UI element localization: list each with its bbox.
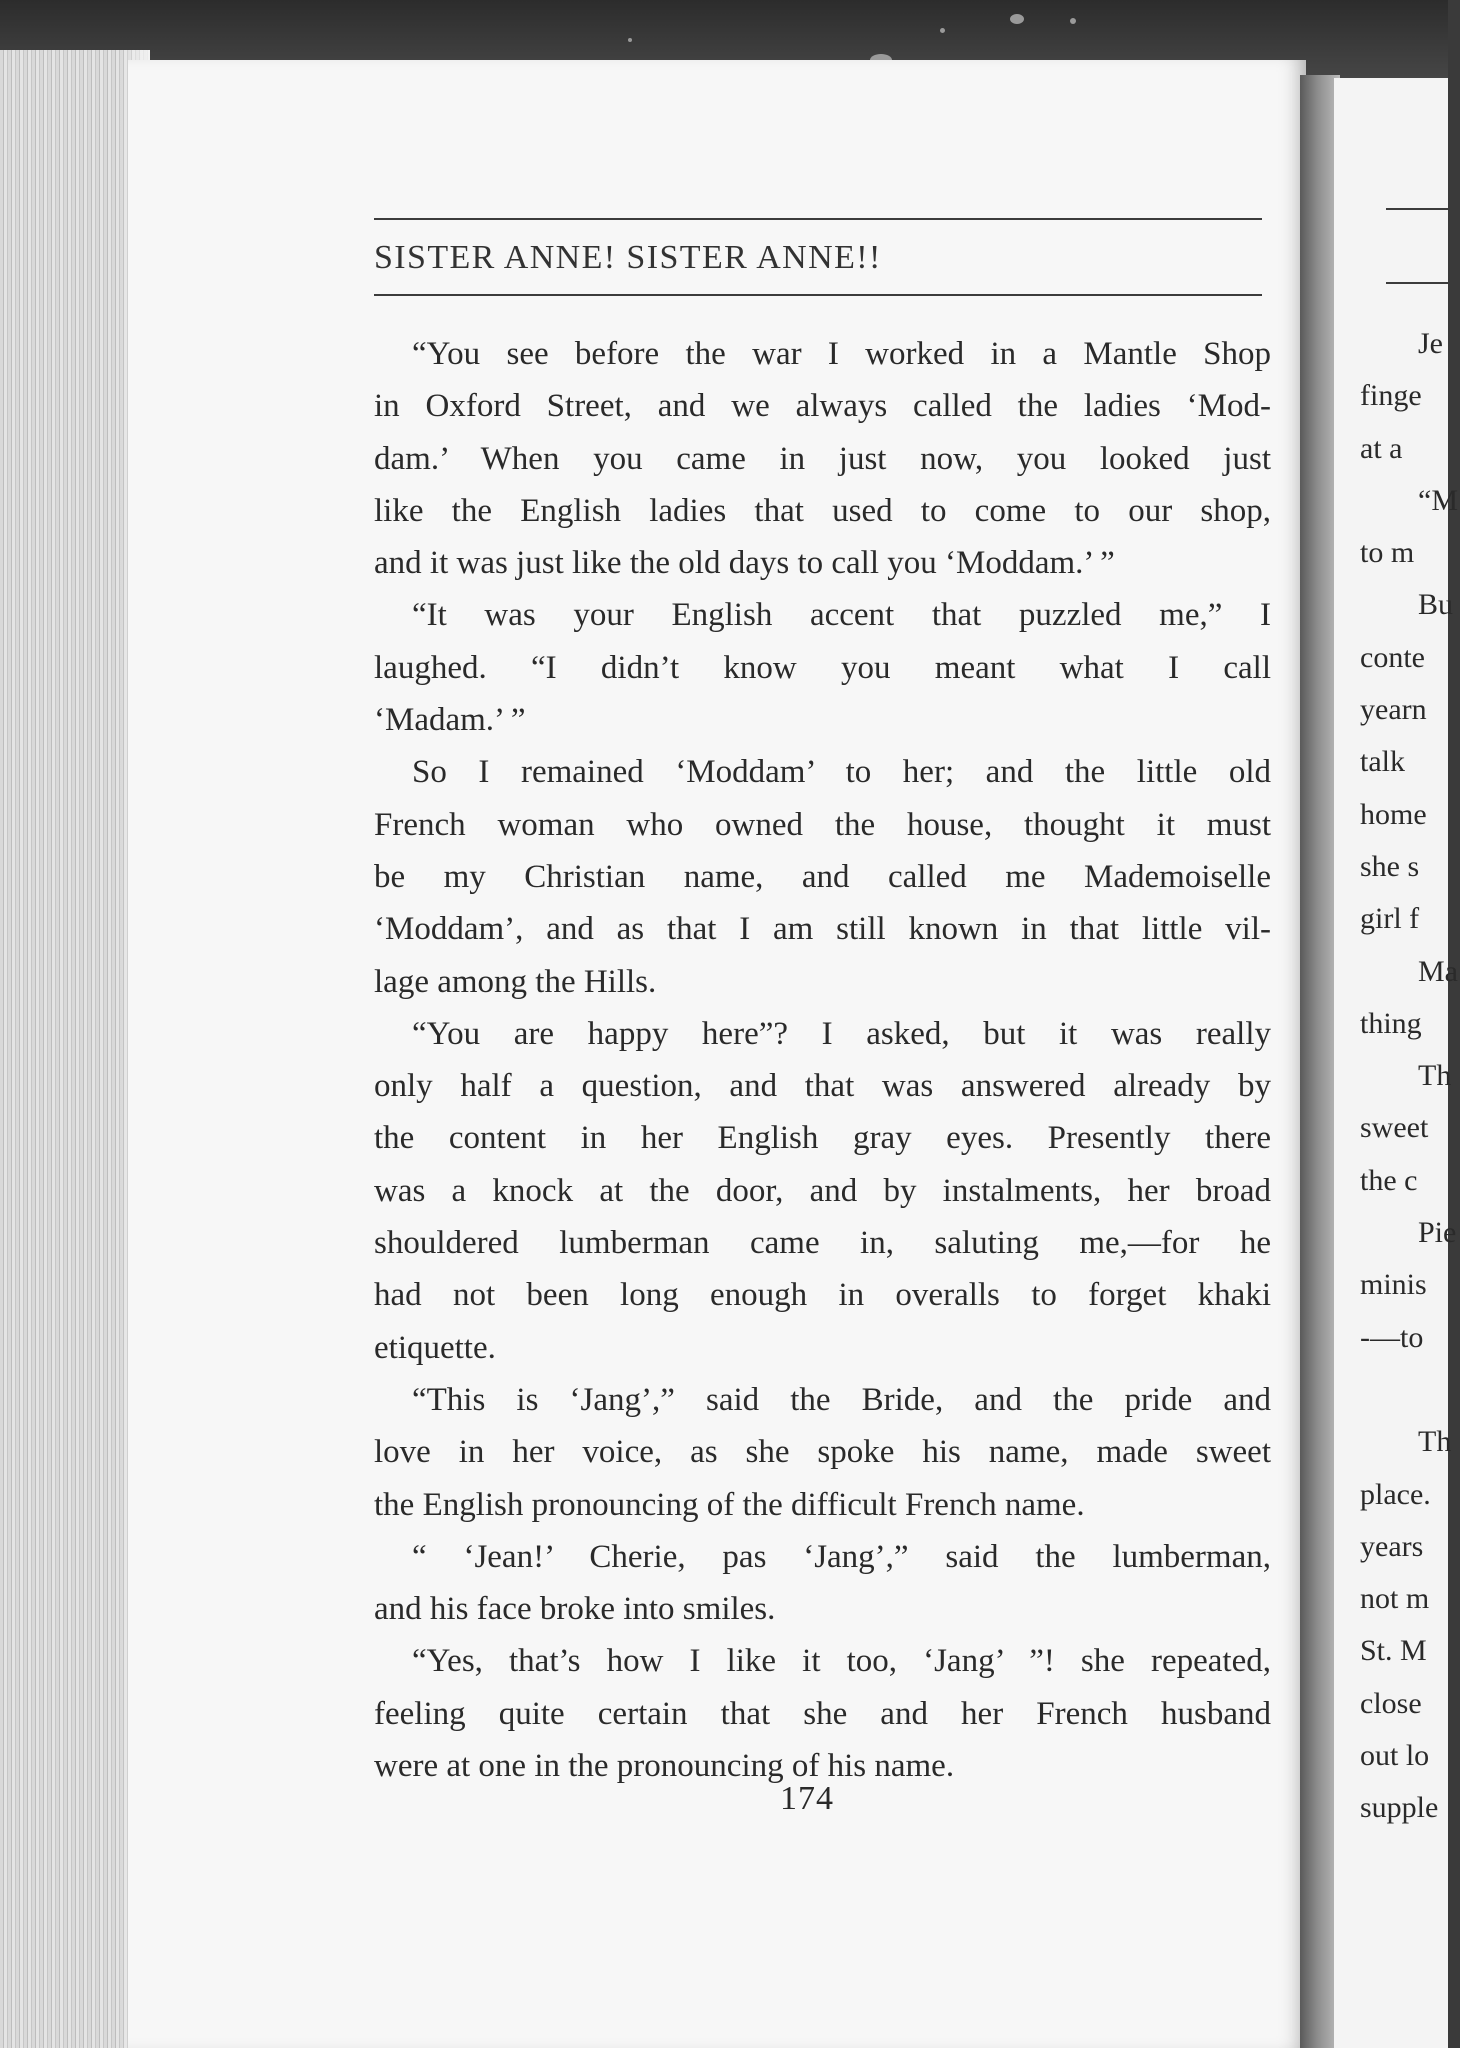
facing-header-rule-top <box>1386 208 1448 210</box>
page-number: 174 <box>780 1780 834 1817</box>
facing-text-fragment: conte <box>1360 640 1425 674</box>
facing-text-fragment: St. M <box>1360 1634 1427 1668</box>
facing-text-fragment: “M <box>1418 483 1458 517</box>
facing-text-fragment: minis <box>1360 1268 1427 1302</box>
facing-text-fragment: years <box>1360 1529 1424 1563</box>
text-line: So I remained ‘Moddam’ to her; and the little old <box>412 754 1271 791</box>
text-line: were at one in the pronouncing of his name. <box>374 1748 955 1785</box>
facing-header-rule-bottom <box>1386 282 1448 284</box>
text-line: French woman who owned the house, thought it must <box>374 806 1271 843</box>
paragraph <box>374 589 1271 746</box>
facing-text-fragment: Bu <box>1418 588 1454 622</box>
dust-speck <box>628 38 632 42</box>
dust-speck <box>940 28 945 33</box>
text-line: “It was your English accent that puzzled me,” I <box>412 597 1271 634</box>
header-rule-top <box>374 218 1262 220</box>
facing-text-fragment: Th <box>1418 1059 1452 1093</box>
body-text <box>374 328 1271 1792</box>
facing-text-fragment: thing <box>1360 1006 1422 1040</box>
facing-text-fragment: to m <box>1360 536 1415 570</box>
facing-text-fragment: finge <box>1360 379 1422 413</box>
text-line: in Oxford Street, and we always called the ladies ‘Mod- <box>374 388 1271 425</box>
running-head: SISTER ANNE! SISTER ANNE!! <box>374 239 882 276</box>
text-line: like the English ladies that used to come to our shop, <box>374 492 1271 529</box>
paragraph <box>374 746 1271 1007</box>
facing-text-fragment: Je <box>1418 327 1443 360</box>
text-line: was a knock at the door, and by instalments, her broad <box>374 1172 1271 1209</box>
facing-text-fragment: the c <box>1360 1163 1418 1197</box>
facing-text-fragment: Th <box>1418 1425 1452 1459</box>
text-line: and it was just like the old days to call you ‘Moddam.’ ” <box>374 545 1115 582</box>
facing-text-fragment: out lo <box>1360 1739 1430 1773</box>
facing-text-fragment <box>1360 1364 1460 1416</box>
text-line: be my Christian name, and called me Mademoiselle <box>374 858 1271 895</box>
text-line: ‘Moddam’, and as that I am still known in that little vil- <box>374 911 1271 948</box>
facing-page-text <box>1360 318 1460 1835</box>
paragraph <box>374 328 1271 589</box>
facing-text-fragment: girl f <box>1360 902 1420 936</box>
dust-speck <box>1010 14 1024 24</box>
paragraph <box>374 1008 1271 1374</box>
text-line: etiquette. <box>374 1329 496 1366</box>
facing-text-fragment: yearn <box>1360 693 1427 727</box>
text-line: the English pronouncing of the difficult French name. <box>374 1486 1085 1523</box>
text-line: the content in her English gray eyes. Presently there <box>374 1120 1271 1157</box>
text-line: “This is ‘Jang’,” said the Bride, and the pride and <box>412 1381 1271 1418</box>
facing-text-fragment: place. <box>1360 1477 1431 1511</box>
facing-text-fragment: home <box>1360 797 1427 831</box>
facing-text-fragment: Ma <box>1418 954 1458 988</box>
text-line: “Yes, that’s how I like it too, ‘Jang’ ”! she repeated, <box>412 1643 1271 1680</box>
text-line: lage among the Hills. <box>374 963 657 1000</box>
header-rule-bottom <box>374 294 1262 296</box>
facing-text-fragment: sweet <box>1360 1111 1429 1145</box>
text-line: shouldered lumberman came in, saluting me,—for he <box>374 1225 1271 1262</box>
paragraph <box>374 1635 1271 1792</box>
text-line: “You are happy here”? I asked, but it was really <box>412 1015 1271 1052</box>
facing-text-fragment: Pie <box>1418 1216 1457 1250</box>
text-line: “You see before the war I worked in a Mantle Shop <box>412 336 1271 372</box>
paragraph <box>374 1374 1271 1531</box>
facing-text-fragment: close <box>1360 1686 1422 1720</box>
text-line: and his face broke into smiles. <box>374 1591 776 1628</box>
text-line: ‘Madam.’ ” <box>374 702 526 739</box>
facing-text-fragment: she s <box>1360 849 1420 883</box>
facing-text-fragment: -—to <box>1360 1320 1424 1354</box>
text-line: only half a question, and that was answered already by <box>374 1068 1271 1105</box>
facing-text-fragment: not m <box>1360 1582 1430 1616</box>
text-line: “ ‘Jean!’ Cherie, pas ‘Jang’,” said the lumberman, <box>412 1538 1271 1575</box>
text-line: dam.’ When you came in just now, you looked just <box>374 440 1271 477</box>
facing-text-fragment: talk <box>1360 745 1405 779</box>
text-line: love in her voice, as she spoke his name, made sweet <box>374 1434 1271 1471</box>
dust-speck <box>1070 18 1076 24</box>
facing-text-fragment: supple <box>1360 1791 1439 1825</box>
text-line: laughed. “I didn’t know you meant what I call <box>374 649 1271 686</box>
paragraph <box>374 1531 1271 1636</box>
text-line: feeling quite certain that she and her French husband <box>374 1695 1271 1732</box>
text-line: had not been long enough in overalls to forget khaki <box>374 1277 1271 1314</box>
facing-text-fragment: at a <box>1360 431 1403 465</box>
